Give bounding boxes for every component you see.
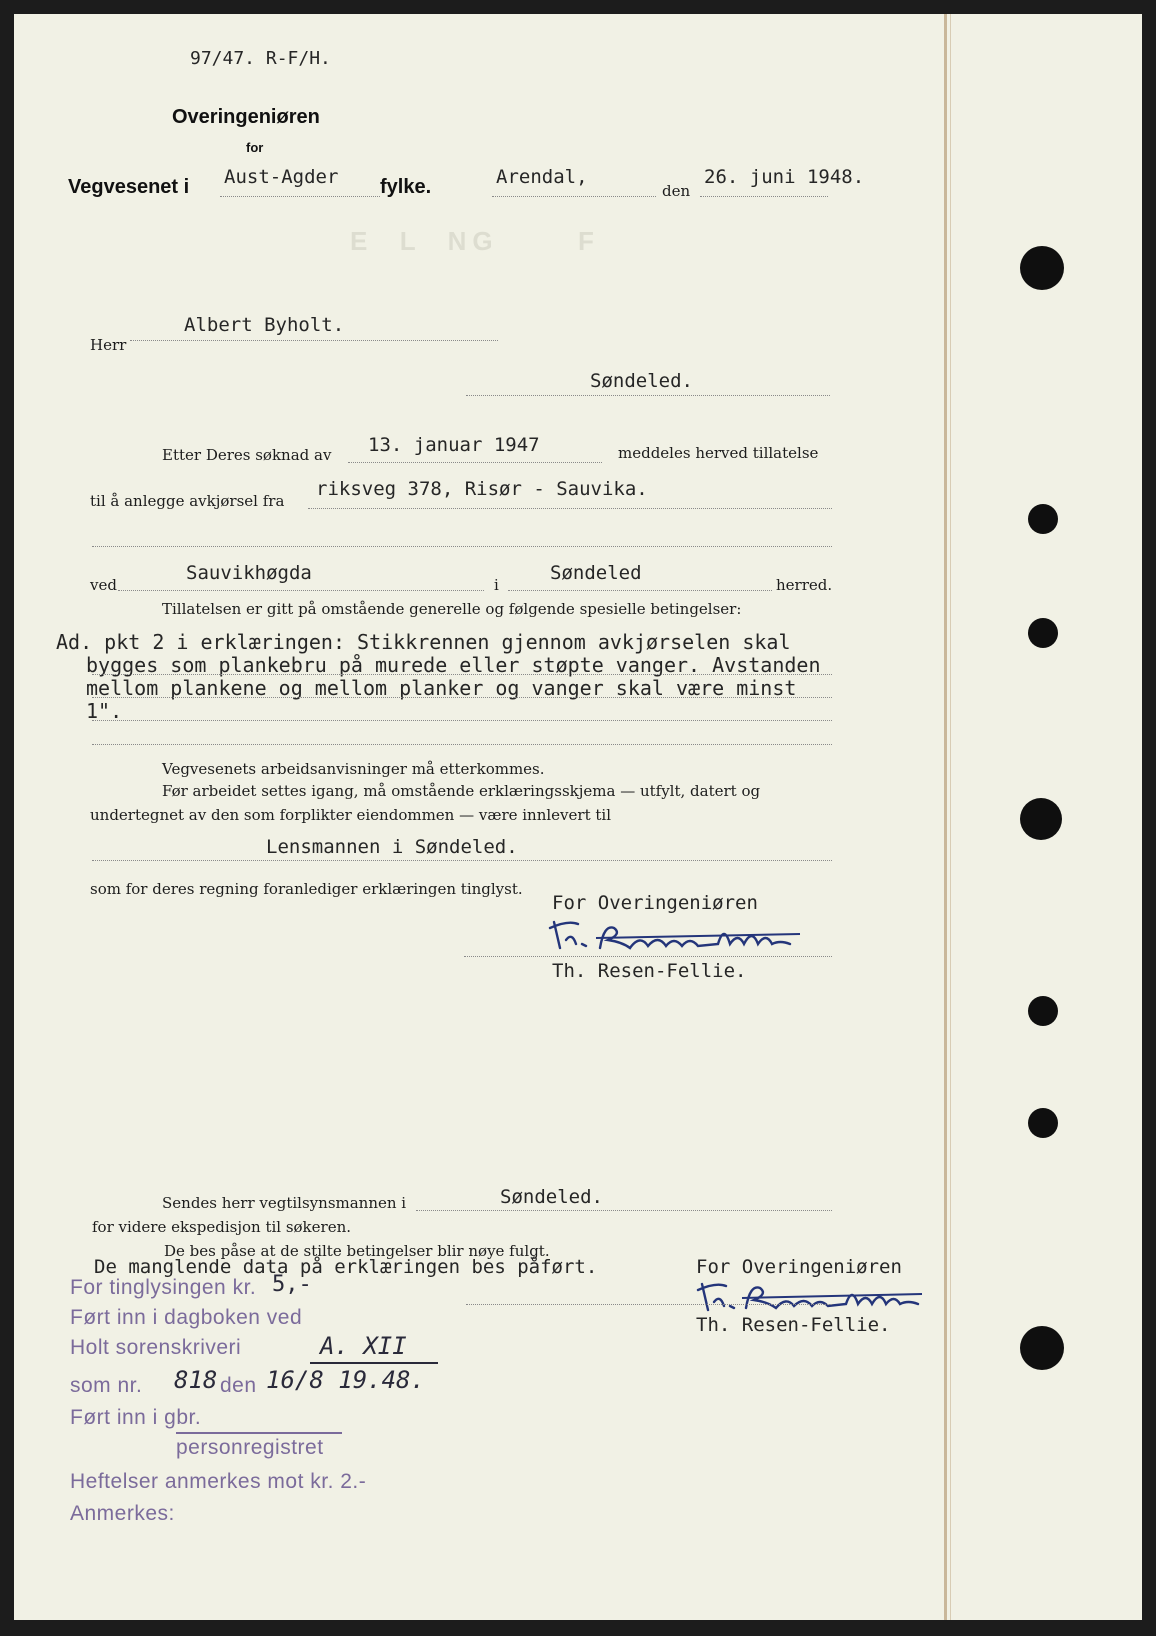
arbeid-line-1: Vegvesenets arbeidsanvisninger må etterkommes. <box>162 760 545 778</box>
stamp-entry-number: 818 <box>174 1366 218 1394</box>
punch-hole-7 <box>1020 1326 1064 1370</box>
arbeid-line-2: Før arbeidet settes igang, må omstående erklæringsskjema — utfylt, datert og <box>162 782 761 800</box>
herred-place: Søndeled <box>550 562 642 584</box>
county-name: Aust-Agder <box>224 166 339 188</box>
condition-line-2: bygges som plankebru på murede eller støpte vanger. Avstanden <box>86 653 821 677</box>
signature-for-2: For Overingeniøren <box>696 1256 902 1278</box>
herred-label: herred. <box>776 576 833 594</box>
ved-place: Sauvikhøgda <box>186 562 312 584</box>
sendes-label: Sendes herr vegtilsynsmannen i <box>162 1194 407 1212</box>
location-dotted-line <box>466 395 830 396</box>
condition-dotted-line-1 <box>92 674 832 675</box>
manglende-text: De manglende data på erklæringen bes påført. <box>94 1256 598 1278</box>
stamp-line-4b: den <box>220 1374 257 1397</box>
document-page <box>14 14 1142 1620</box>
pase-label: De bes påse at de stilte betingelser blir nøye fulgt. <box>164 1242 550 1260</box>
stamp-line-1: For tinglysingen kr. <box>70 1276 257 1299</box>
meddeles-label: meddeles herved tillatelse <box>618 444 819 462</box>
date-dotted-line <box>700 196 828 197</box>
i-label: i <box>494 576 499 594</box>
place-dotted-line <box>492 196 656 197</box>
signature-for-1: For Overingeniøren <box>552 892 758 914</box>
punch-hole-6 <box>1028 1108 1058 1138</box>
reference-number: 97/47. R-F/H. <box>190 48 331 69</box>
sendes-place: Søndeled. <box>500 1186 603 1208</box>
for-word: for <box>246 140 264 155</box>
signature-name-2: Th. Resen-Fellie. <box>696 1314 891 1336</box>
letter-date: 26. juni 1948. <box>704 166 865 188</box>
tinglyst-line: som for deres regning foranlediger erklæringen tinglyst. <box>90 880 523 898</box>
condition-dotted-line-2 <box>92 697 832 698</box>
signature-dotted-line-1 <box>464 956 832 957</box>
punch-hole-4 <box>1020 798 1062 840</box>
condition-dotted-line-4 <box>92 744 832 745</box>
stamp-line-7: Heftelser anmerkes mot kr. 2.- <box>70 1470 367 1493</box>
sendes-dotted-line <box>416 1210 832 1211</box>
county-dotted-line <box>220 196 380 197</box>
blank-dotted-line <box>92 546 832 547</box>
fylke-label: fylke. <box>380 176 432 198</box>
road-dotted-line <box>308 508 832 509</box>
recipient-name: Albert Byholt. <box>184 314 345 336</box>
application-date-dotted-line <box>348 462 602 463</box>
stamp-line-5: Ført inn i gbr. <box>70 1406 202 1429</box>
recipient-dotted-line <box>130 340 498 341</box>
stamp-line-8: Anmerkes: <box>70 1502 175 1525</box>
lensmann-dotted-line <box>92 860 832 861</box>
den-label: den <box>662 182 691 200</box>
punch-hole-3 <box>1028 618 1058 648</box>
stamp-line-6: personregistret <box>176 1436 324 1459</box>
condition-line-4: 1". <box>86 699 123 723</box>
office-title: Overingeniøren <box>172 106 320 128</box>
signature-dotted-line-2 <box>466 1304 832 1305</box>
etter-label: Etter Deres søknad av <box>162 446 332 464</box>
stamp-underline <box>310 1362 438 1364</box>
herred-dotted-line <box>508 590 772 591</box>
stamp-line-2: Ført inn i dagboken ved <box>70 1306 303 1329</box>
til-label: til å anlegge avkjørsel fra <box>90 492 285 510</box>
arbeid-line-3: undertegnet av den som forplikter eiendommen — være innlevert til <box>90 806 611 824</box>
stamp-rule <box>176 1432 342 1434</box>
condition-line-3: mellom plankene og mellom planker og vanger skal være minst <box>86 676 797 700</box>
condition-dotted-line-3 <box>92 720 832 721</box>
signature-name-1: Th. Resen-Fellie. <box>552 960 747 982</box>
conditions-intro: Tillatelsen er gitt på omstående generelle og følgende spesielle betingelser: <box>162 600 742 618</box>
stamp-line-4a: som nr. <box>70 1374 143 1397</box>
punch-hole-1 <box>1020 246 1064 290</box>
road-name: riksveg 378, Risør - Sauvika. <box>316 478 648 500</box>
stamp-book-value: A. XII <box>320 1332 407 1360</box>
punch-hole-5 <box>1028 996 1058 1026</box>
stamp-line-3: Holt sorenskriveri <box>70 1336 242 1359</box>
herr-label: Herr <box>90 336 127 354</box>
ved-dotted-line <box>118 590 484 591</box>
stamp-fee-value: 5,- <box>272 1272 312 1297</box>
punch-hole-2 <box>1028 504 1058 534</box>
recipient-location: Søndeled. <box>590 370 693 392</box>
show-through-mark: E L NG F <box>350 226 600 256</box>
lensmann-text: Lensmannen i Søndeled. <box>266 836 518 858</box>
ved-label: ved <box>90 576 117 594</box>
vegvesenet-label: Vegvesenet i <box>68 176 190 198</box>
page-fold-line <box>944 14 947 1620</box>
application-date: 13. januar 1947 <box>368 434 540 456</box>
page-fold-shadow <box>950 14 951 1620</box>
handwritten-signature-1 <box>548 914 808 962</box>
condition-line-1: Ad. pkt 2 i erklæringen: Stikkrennen gjennom avkjørselen skal <box>56 630 791 654</box>
stamp-entry-date: 16/8 19.48. <box>266 1366 425 1394</box>
videre-label: for videre ekspedisjon til søkeren. <box>92 1218 351 1236</box>
place-name: Arendal, <box>496 166 588 188</box>
